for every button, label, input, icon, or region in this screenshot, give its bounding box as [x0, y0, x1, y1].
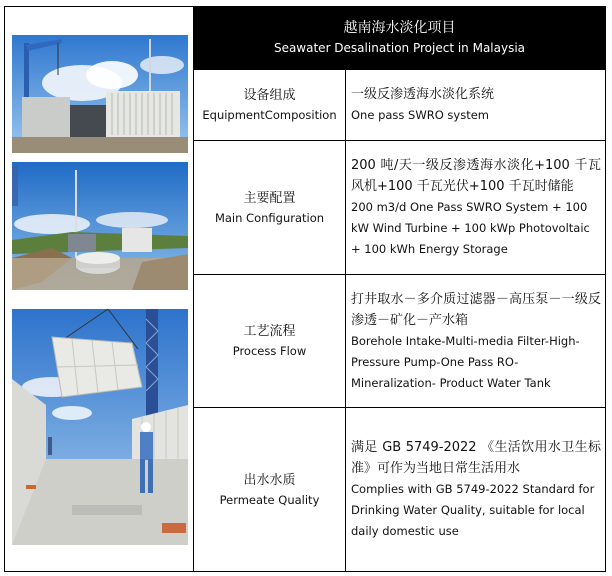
title-en: Seawater Desalination Project in Malaysia [273, 41, 526, 55]
label-zh: 主要配置 [243, 190, 296, 206]
row-label [194, 70, 346, 140]
label-en: Permeate Quality [219, 492, 320, 507]
label-en: Process Flow [232, 344, 307, 358]
project-table [4, 6, 606, 572]
label-zh: 出水水质 [243, 472, 296, 488]
label-en: Main Configuration [214, 210, 325, 225]
content-en: Complies with GB 5749-2022 Standard for Drinking Water Quality, suitable for local daily domestic use [351, 482, 595, 538]
label-zh: 工艺流程 [243, 324, 296, 339]
content-zh: 打井取水－多介质过滤器－高压泵－一级反渗透－矿化－产水箱 [351, 291, 601, 328]
row-label [194, 275, 346, 407]
row-content [351, 141, 601, 274]
row-equipment [194, 69, 605, 140]
site-tank-photo [12, 162, 188, 290]
content-en: Borehole Intake-Multi-media Filter-High-Pressure Pump-One Pass RO-Mineralization- Product Water Tank [351, 333, 580, 390]
content-zh: 满足 GB 5749-2022 《生活饮用水卫生标准》可作为当地日常生活用水 [351, 440, 601, 476]
content-en: 200 m3/d One Pass SWRO System + 100 kW Wind Turbine + 100 kWp Photovoltaic + 100 kWh Energy Storage [351, 200, 590, 256]
row-label [194, 141, 346, 274]
row-permeate-quality [194, 407, 605, 571]
content-en: One pass SWRO system [351, 108, 489, 122]
row-process-flow [194, 274, 605, 407]
title-zh: 越南海水淡化项目 [343, 20, 456, 36]
row-configuration [194, 140, 605, 274]
photo-column [5, 7, 194, 571]
content-zh: 一级反渗透海水淡化系统 [351, 87, 495, 102]
label-en: EquipmentComposition [202, 108, 337, 122]
tank-lifting-photo [12, 309, 188, 545]
row-content [351, 275, 601, 407]
content-zh: 200 吨/天一级反渗透海水淡化+100 千瓦风机+100 千瓦光伏+100 千瓦时储能 [351, 158, 601, 194]
table-header [194, 7, 605, 69]
containers-crane-photo [12, 35, 188, 153]
row-content [351, 408, 601, 571]
row-content [351, 70, 601, 140]
label-zh: 设备组成 [243, 88, 296, 103]
row-label [194, 408, 346, 571]
